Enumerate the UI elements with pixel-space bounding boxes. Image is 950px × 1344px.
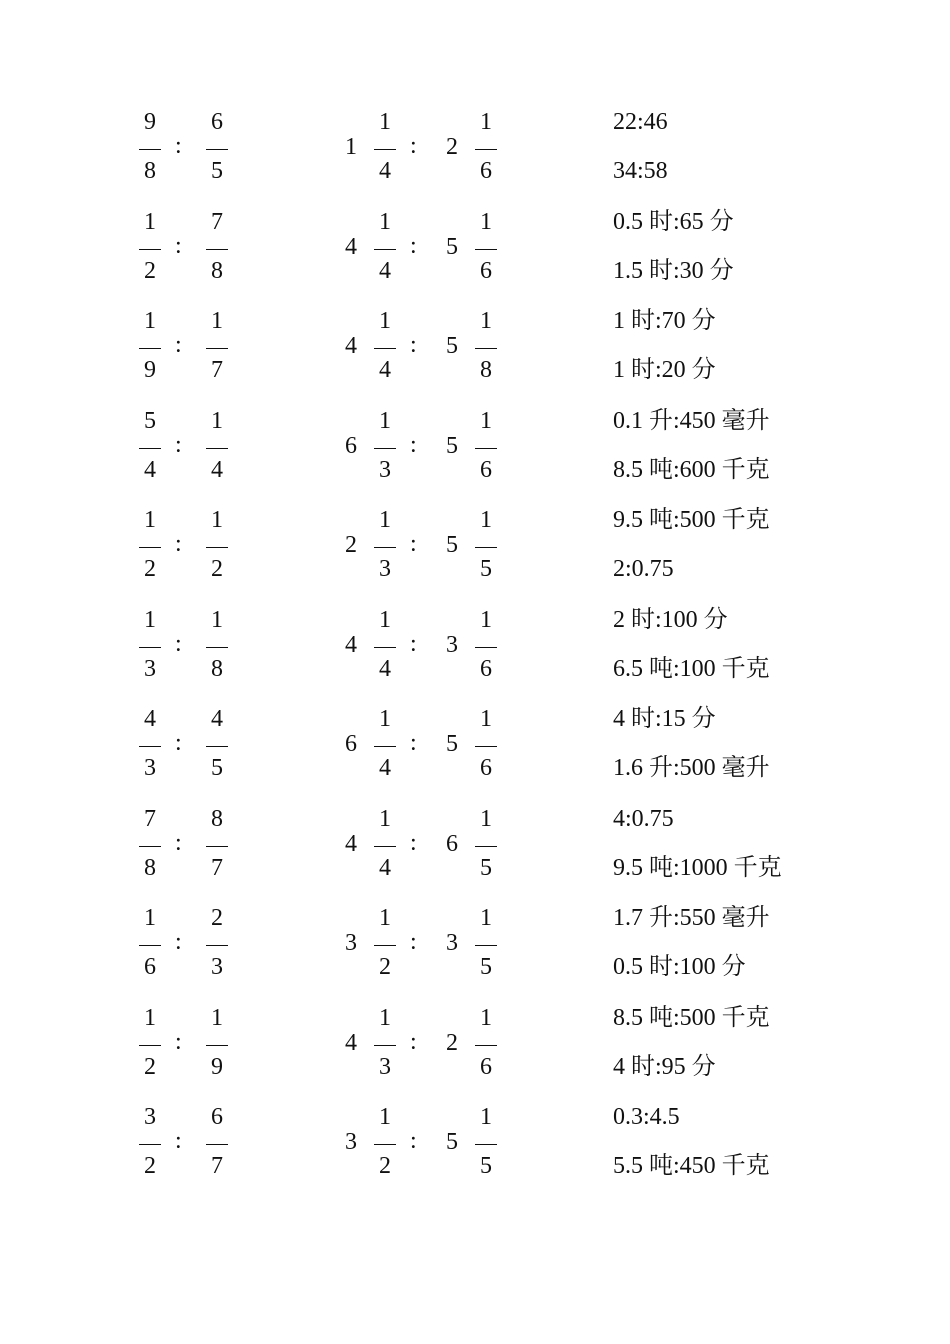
mixed-number-ratio (0, 699, 560, 799)
colon: : (175, 1128, 182, 1154)
numerator: 1 (144, 1004, 156, 1031)
colon: : (175, 730, 182, 756)
fraction-bar (475, 647, 497, 648)
mixed-number-ratio (0, 301, 560, 401)
mixed-number-ratio (0, 898, 560, 998)
colon: : (410, 730, 417, 756)
fraction-bar (475, 746, 497, 747)
colon: : (410, 1028, 417, 1055)
unit-ratio: 0.1 升:450 毫升 (613, 407, 770, 434)
denominator: 4 (379, 755, 391, 781)
denominator: 2 (379, 1153, 391, 1179)
denominator: 7 (211, 854, 223, 881)
mixed-fraction-right (473, 998, 499, 1098)
denominator: 6 (480, 1053, 492, 1080)
whole-number: 3 (446, 631, 458, 658)
denominator: 8 (144, 158, 156, 184)
denominator: 5 (480, 556, 492, 582)
mixed-fraction-right (473, 500, 499, 600)
whole-number: 5 (446, 532, 458, 558)
numerator: 9 (144, 109, 156, 135)
numerator: 1 (480, 308, 492, 334)
colon: : (410, 332, 417, 358)
numerator: 1 (480, 805, 492, 832)
mixed-fraction-left (372, 699, 398, 799)
mixed-fraction-right (473, 202, 499, 302)
fraction-bar (475, 348, 497, 349)
numerator: 8 (211, 805, 223, 832)
numerator: 4 (144, 706, 156, 732)
mixed-fraction-right (473, 102, 499, 202)
whole-number: 5 (446, 233, 458, 260)
mixed-fraction-left (372, 102, 398, 202)
denominator: 8 (480, 357, 492, 383)
numerator: 1 (379, 308, 391, 334)
fraction-bar (475, 547, 497, 548)
colon: : (175, 531, 182, 557)
fraction-bar (374, 1045, 396, 1046)
denominator: 5 (211, 755, 223, 781)
mixed-fraction-left (372, 600, 398, 700)
mixed-number-ratio (0, 998, 560, 1098)
denominator: 3 (144, 655, 156, 682)
denominator: 2 (211, 556, 223, 582)
denominator: 9 (144, 357, 156, 383)
problem-row (0, 500, 950, 600)
fraction-bar (475, 945, 497, 946)
numerator: 1 (211, 308, 223, 334)
problem-row (0, 401, 950, 501)
unit-ratio: 22:46 (613, 109, 668, 135)
fraction-bar (475, 249, 497, 250)
fraction-bar (475, 149, 497, 150)
whole-number: 2 (446, 134, 458, 160)
numerator: 2 (211, 905, 223, 931)
denominator: 4 (379, 655, 391, 682)
numerator: 1 (379, 507, 391, 533)
denominator: 6 (480, 655, 492, 682)
denominator: 6 (480, 158, 492, 184)
numerator: 1 (480, 109, 492, 135)
colon: : (175, 332, 182, 358)
denominator: 3 (379, 1053, 391, 1080)
problem-row (0, 102, 950, 202)
denominator: 6 (480, 456, 492, 483)
mixed-number-ratio (0, 500, 560, 600)
denominator: 6 (480, 257, 492, 284)
mixed-fraction-left (372, 799, 398, 899)
denominator: 2 (144, 1053, 156, 1080)
numerator: 1 (211, 1004, 223, 1031)
denominator: 4 (379, 854, 391, 881)
numerator: 1 (379, 1004, 391, 1031)
denominator: 4 (379, 257, 391, 284)
numerator: 1 (379, 109, 391, 135)
fraction-bar (475, 1045, 497, 1046)
colon: : (410, 531, 417, 557)
problem-row (0, 998, 950, 1098)
mixed-number-ratio (0, 799, 560, 899)
unit-ratio: 4 时:95 分 (613, 1053, 716, 1080)
unit-ratio: 1 时:20 分 (613, 357, 716, 383)
unit-ratio: 0.5 时:100 分 (613, 954, 746, 980)
denominator: 5 (211, 158, 223, 184)
mixed-fraction-right (473, 401, 499, 501)
denominator: 3 (144, 755, 156, 781)
fraction-bar (374, 348, 396, 349)
numerator: 1 (379, 208, 391, 235)
numerator: 1 (211, 507, 223, 533)
whole-number: 3 (446, 930, 458, 956)
unit-ratio: 6.5 吨:100 千克 (613, 655, 770, 682)
denominator: 9 (211, 1053, 223, 1080)
denominator: 5 (480, 954, 492, 980)
whole-number: 4 (345, 233, 357, 260)
problem-row (0, 898, 950, 998)
mixed-fraction-left (372, 1097, 398, 1197)
colon: : (410, 431, 417, 458)
fraction-bar (374, 1144, 396, 1145)
denominator: 2 (144, 556, 156, 582)
numerator: 1 (144, 905, 156, 931)
unit-ratio: 4:0.75 (613, 805, 674, 832)
unit-ratio: 9.5 吨:1000 千克 (613, 854, 782, 881)
whole-number: 3 (345, 1129, 357, 1155)
problem-row (0, 600, 950, 700)
unit-ratio: 1.6 升:500 毫升 (613, 755, 770, 781)
fraction-bar (374, 945, 396, 946)
numerator: 1 (379, 1104, 391, 1130)
mixed-fraction-left (372, 401, 398, 501)
numerator: 1 (480, 1004, 492, 1031)
mixed-number-ratio (0, 1097, 560, 1197)
problem-row (0, 799, 950, 899)
whole-number: 4 (345, 631, 357, 658)
whole-number: 5 (446, 731, 458, 757)
numerator: 1 (211, 407, 223, 434)
unit-ratio: 4 时:15 分 (613, 706, 716, 732)
numerator: 1 (480, 208, 492, 235)
mixed-fraction-right (473, 301, 499, 401)
colon: : (410, 929, 417, 955)
mixed-fraction-right (473, 600, 499, 700)
denominator: 4 (379, 357, 391, 383)
fraction-bar (475, 448, 497, 449)
colon: : (410, 232, 417, 259)
whole-number: 6 (345, 432, 357, 459)
denominator: 8 (211, 655, 223, 682)
colon: : (410, 829, 417, 856)
mixed-fraction-right (473, 898, 499, 998)
unit-ratio: 0.3:4.5 (613, 1104, 680, 1130)
denominator: 3 (211, 954, 223, 980)
unit-ratio: 1.5 时:30 分 (613, 257, 734, 284)
unit-ratio: 1.7 升:550 毫升 (613, 905, 770, 931)
unit-ratio: 9.5 吨:500 千克 (613, 507, 770, 533)
colon: : (410, 1128, 417, 1154)
numerator: 1 (379, 706, 391, 732)
unit-ratio: 8.5 吨:500 千克 (613, 1004, 770, 1031)
numerator: 1 (144, 208, 156, 235)
mixed-fraction-left (372, 202, 398, 302)
numerator: 1 (211, 606, 223, 633)
numerator: 4 (211, 706, 223, 732)
colon: : (175, 133, 182, 159)
fraction-bar (374, 746, 396, 747)
colon: : (175, 630, 182, 657)
problem-row (0, 699, 950, 799)
fraction-bar (374, 547, 396, 548)
whole-number: 6 (345, 731, 357, 757)
mixed-fraction-left (372, 998, 398, 1098)
numerator: 1 (379, 407, 391, 434)
denominator: 5 (480, 854, 492, 881)
numerator: 1 (480, 606, 492, 633)
numerator: 1 (379, 606, 391, 633)
problem-row (0, 301, 950, 401)
unit-ratio: 1 时:70 分 (613, 308, 716, 334)
colon: : (175, 829, 182, 856)
unit-ratio: 34:58 (613, 158, 668, 184)
whole-number: 2 (446, 1029, 458, 1056)
mixed-fraction-left (372, 500, 398, 600)
denominator: 3 (379, 556, 391, 582)
whole-number: 3 (345, 930, 357, 956)
mixed-fraction-left (372, 301, 398, 401)
unit-ratio: 2 时:100 分 (613, 606, 728, 633)
unit-ratio: 2:0.75 (613, 556, 674, 582)
numerator: 7 (211, 208, 223, 235)
colon: : (175, 431, 182, 458)
whole-number: 5 (446, 432, 458, 459)
whole-number: 2 (345, 532, 357, 558)
denominator: 7 (211, 1153, 223, 1179)
denominator: 8 (211, 257, 223, 284)
colon: : (175, 1028, 182, 1055)
denominator: 2 (144, 1153, 156, 1179)
denominator: 2 (144, 257, 156, 284)
denominator: 6 (144, 954, 156, 980)
numerator: 3 (144, 1104, 156, 1130)
whole-number: 1 (345, 134, 357, 160)
denominator: 4 (144, 456, 156, 483)
numerator: 1 (480, 905, 492, 931)
fraction-bar (475, 846, 497, 847)
fraction-bar (374, 647, 396, 648)
denominator: 4 (211, 456, 223, 483)
numerator: 6 (211, 1104, 223, 1130)
problem-row (0, 202, 950, 302)
denominator: 8 (144, 854, 156, 881)
unit-ratio: 8.5 吨:600 千克 (613, 456, 770, 483)
denominator: 2 (379, 954, 391, 980)
numerator: 1 (144, 308, 156, 334)
numerator: 1 (144, 507, 156, 533)
problem-row (0, 1097, 950, 1197)
numerator: 5 (144, 407, 156, 434)
mixed-number-ratio (0, 102, 560, 202)
denominator: 3 (379, 456, 391, 483)
numerator: 1 (144, 606, 156, 633)
mixed-fraction-right (473, 799, 499, 899)
fraction-bar (374, 448, 396, 449)
whole-number: 5 (446, 333, 458, 359)
numerator: 1 (379, 905, 391, 931)
mixed-fraction-left (372, 898, 398, 998)
whole-number: 4 (345, 830, 357, 857)
numerator: 1 (480, 507, 492, 533)
whole-number: 4 (345, 333, 357, 359)
colon: : (175, 929, 182, 955)
numerator: 1 (480, 1104, 492, 1130)
numerator: 6 (211, 109, 223, 135)
fraction-bar (374, 249, 396, 250)
numerator: 1 (480, 706, 492, 732)
colon: : (410, 630, 417, 657)
denominator: 6 (480, 755, 492, 781)
whole-number: 4 (345, 1029, 357, 1056)
unit-ratio: 5.5 吨:450 千克 (613, 1153, 770, 1179)
mixed-number-ratio (0, 600, 560, 700)
colon: : (175, 232, 182, 259)
unit-ratio: 0.5 时:65 分 (613, 208, 734, 235)
denominator: 7 (211, 357, 223, 383)
mixed-number-ratio (0, 202, 560, 302)
numerator: 7 (144, 805, 156, 832)
denominator: 4 (379, 158, 391, 184)
fraction-bar (374, 846, 396, 847)
colon: : (410, 133, 417, 159)
numerator: 1 (379, 805, 391, 832)
mixed-fraction-right (473, 1097, 499, 1197)
mixed-number-ratio (0, 401, 560, 501)
mixed-fraction-right (473, 699, 499, 799)
whole-number: 6 (446, 830, 458, 857)
whole-number: 5 (446, 1129, 458, 1155)
fraction-bar (475, 1144, 497, 1145)
fraction-bar (374, 149, 396, 150)
denominator: 5 (480, 1153, 492, 1179)
numerator: 1 (480, 407, 492, 434)
